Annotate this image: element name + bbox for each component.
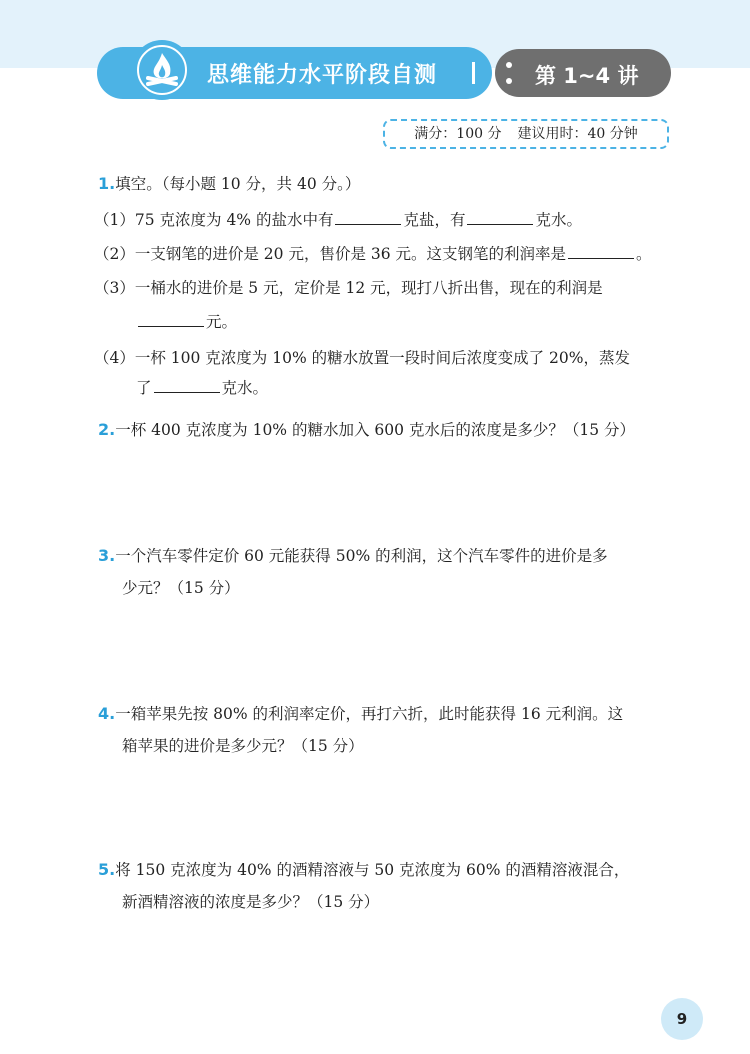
- question-5-cont: [122, 890, 379, 912]
- badge-dot: [506, 78, 512, 84]
- item-text: （3）一桶水的进价是 5 元，定价是 12 元，现打八折出售，现在的利润是: [94, 279, 603, 297]
- question-4-cont: [122, 734, 364, 756]
- suggested-time: 建议用时：40 分钟: [517, 126, 638, 142]
- item-text: 克盐，有: [403, 211, 466, 229]
- page-number: 9: [661, 998, 703, 1040]
- item-text: 了: [136, 379, 152, 397]
- question-3: [98, 544, 608, 566]
- question-text: 将 150 克浓度为 40% 的酒精溶液与 50 克浓度为 60% 的酒精溶液混合，: [115, 861, 630, 879]
- item-text: 克水。: [535, 211, 582, 229]
- question-number: 3.: [98, 546, 116, 565]
- item-text: 元。: [206, 313, 238, 331]
- question-5: [98, 858, 629, 880]
- badge-dot: [506, 62, 512, 68]
- question-number: 5.: [98, 860, 116, 879]
- question-2: [98, 418, 635, 440]
- question-1-item-3-cont: [136, 310, 237, 332]
- question-text: 箱苹果的进价是多少元？（15 分）: [122, 737, 364, 755]
- question-text: 一箱苹果先按 80% 的利润率定价，再打六折，此时能获得 16 元利润。这: [115, 705, 624, 723]
- full-marks: 满分：100 分: [414, 126, 502, 142]
- answer-blank[interactable]: [154, 378, 220, 393]
- question-number: 1.: [98, 174, 116, 193]
- question-text: 少元？（15 分）: [122, 579, 240, 597]
- question-text: 一杯 400 克浓度为 10% 的糖水加入 600 克水后的浓度是多少？（15 分）: [115, 421, 636, 439]
- question-1-item-3: [94, 276, 603, 298]
- question-number: 2.: [98, 420, 116, 439]
- question-4: [98, 702, 623, 724]
- question-1-item-4: [94, 346, 630, 368]
- item-text: （1）75 克浓度为 4% 的盐水中有: [94, 211, 334, 229]
- answer-blank[interactable]: [467, 210, 533, 225]
- question-1-item-1: [94, 208, 582, 230]
- question-3-cont: [122, 576, 240, 598]
- question-1-item-2: [94, 242, 652, 264]
- question-text: 新酒精溶液的浓度是多少？（15 分）: [122, 893, 380, 911]
- item-text: （4）一杯 100 克浓度为 10% 的糖水放置一段时间后浓度变成了 20%，蒸发: [94, 349, 630, 367]
- question-number: 4.: [98, 704, 116, 723]
- page-title: 思维能力水平阶段自测: [207, 63, 438, 88]
- answer-blank[interactable]: [335, 210, 401, 225]
- item-text: 。: [636, 245, 652, 263]
- answer-blank[interactable]: [568, 244, 634, 259]
- banner-connector: [472, 62, 475, 84]
- lecture-label: 第 1~4 讲: [535, 64, 639, 88]
- campfire-icon: [132, 40, 192, 100]
- item-text: 克水。: [221, 379, 269, 397]
- score-info-box: [383, 119, 669, 149]
- item-text: （2）一支钢笔的进价是 20 元，售价是 36 元。这支钢笔的利润率是: [94, 245, 567, 263]
- answer-blank[interactable]: [138, 312, 204, 327]
- question-1-heading: [98, 172, 360, 194]
- question-text: 一个汽车零件定价 60 元能获得 50% 的利润，这个汽车零件的进价是多: [115, 547, 608, 565]
- question-1-item-4-cont: [136, 376, 268, 398]
- question-text: 填空。（每小题 10 分，共 40 分。）: [115, 175, 361, 193]
